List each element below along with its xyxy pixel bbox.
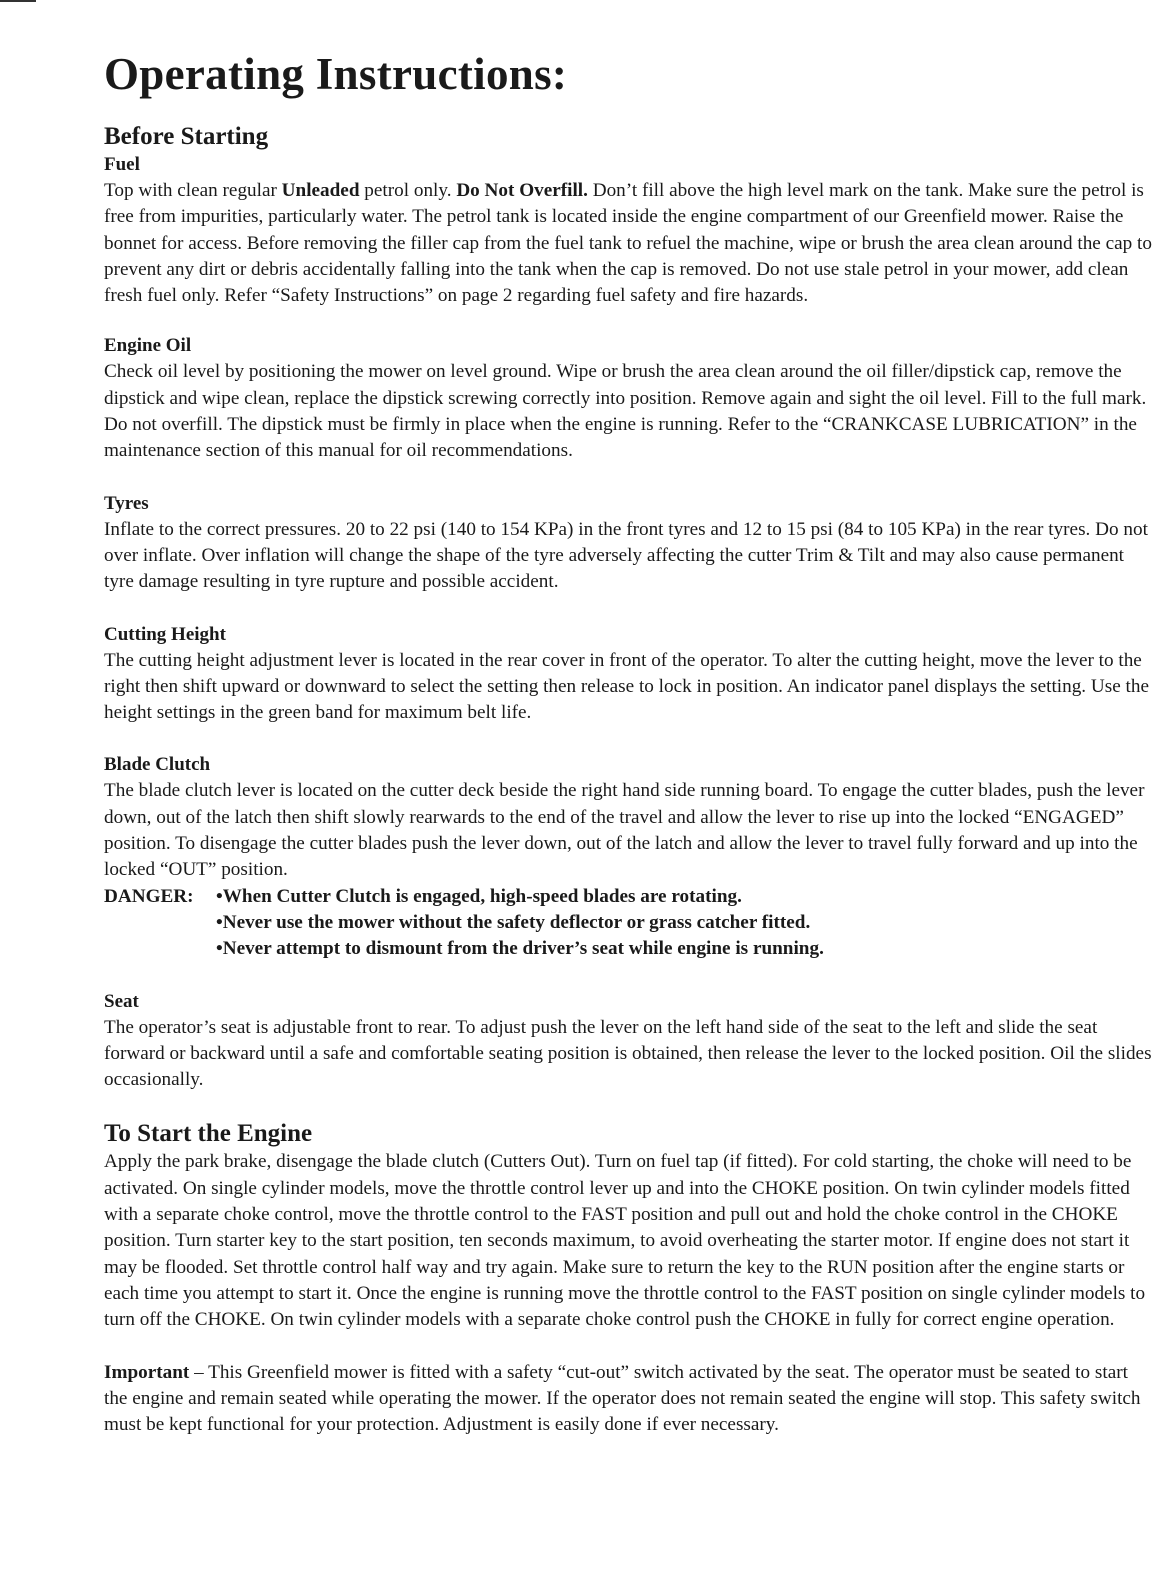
blade-clutch-section bbox=[104, 752, 1152, 962]
seat-text: The operator’s seat is adjustable front to rear. To adjust push the lever on the left hand side of the seat to the left and slide the seat forward or backward until a safe and comfortable seating position is obtained, then release the lever to the locked position. Oil the slides occasionally. bbox=[104, 1016, 1152, 1091]
fuel-text-part: Top with clean regular bbox=[104, 180, 282, 201]
do-not-overfill-emphasis: Do Not Overfill. bbox=[456, 180, 588, 201]
before-starting-heading: Before Starting bbox=[104, 123, 269, 150]
unleaded-emphasis: Unleaded bbox=[281, 180, 360, 201]
danger-item: • When Cutter Clutch is engaged, high-speed blades are rotating. bbox=[216, 884, 824, 910]
important-label: Important bbox=[104, 1361, 190, 1383]
fuel-text bbox=[104, 178, 1152, 309]
start-engine-text: Apply the park brake, disengage the blade clutch (Cutters Out). Turn on fuel tap (if fitted). For cold starting, the choke will need to be activated. On single cylinder models, move the throttle control lever up and into the CHOKE position. On twin cylinder models fitted with a separate choke control, move the throttle control to the FAST position and pull out and hold the choke control in the CHOKE position. Turn starter key to the start position, ten seconds maximum, to avoid overheating the starter motor. If engine does not start it may be flooded. Set throttle control half way and try again. Make sure to return the key to the RUN position after the engine starts or each time you attempt to start it. Once the engine is running move the throttle control to the FAST position on single cylinder models to turn off the CHOKE. On twin cylinder models with a separate choke control push the CHOKE in fully for correct engine operation. bbox=[104, 1151, 1146, 1331]
scan-corner-mark bbox=[0, 0, 36, 10]
page-title: Operating Instructions: bbox=[104, 49, 568, 99]
cutting-height-text: The cutting height adjustment lever is located in the rear cover in front of the operator. To alter the cutting height, move the lever to the right then shift upward or downward to select the setting then release to lock in position. An indicator panel displays the setting. Use the height settings in the green band for maximum belt life. bbox=[104, 649, 1149, 724]
cutting-height-section bbox=[104, 622, 1152, 727]
seat-heading: Seat bbox=[104, 990, 139, 1012]
fuel-text-part: petrol only. bbox=[359, 180, 457, 201]
tyres-section bbox=[104, 491, 1152, 596]
cutting-height-heading: Cutting Height bbox=[104, 623, 226, 645]
tyres-text: Inflate to the correct pressures. 20 to 22 psi (140 to 154 KPa) in the front tyres and 12 to 15 psi (84 to 105 KPa) in the rear tyres. Do not over inflate. Over inflation will change the shape of the tyre adversely affecting the cutter Trim & Tilt and may also cause permanent tyre damage resulting in tyre rupture and possible accident. bbox=[104, 518, 1148, 593]
blade-clutch-heading: Blade Clutch bbox=[104, 754, 211, 776]
fuel-section bbox=[104, 152, 1152, 309]
important-text: – This Greenfield mower is fitted with a safety “cut-out” switch activated by the seat. The operator must be seated to start the engine and remain seated while operating the mower. If the operator does not remain seated the engine will stop. This safety switch must be kept functional for your protection. Adjustment is easily done if ever necessary. bbox=[104, 1361, 1141, 1436]
fuel-text-part: Don’t fill above the high level mark on the tank. Make sure the petrol is free from impurities, particularly water. The petrol tank is located inside the engine compartment of our Greenfield mower. Raise the bonnet for access. Before removing the filler cap from the fuel tank to refuel the machine, wipe or brush the area clean around the cap to prevent any dirt or debris accidentally falling into the tank when the cap is removed. Do not use stale petrol in your mower, add clean fresh fuel only. Refer “Safety Instructions” on page 2 regarding fuel safety and fire hazards. bbox=[104, 180, 1152, 307]
engine-oil-text: Check oil level by positioning the mower on level ground. Wipe or brush the area clean around the oil filler/dipstick cap, remove the dipstick and wipe clean, replace the dipstick screwing correctly into position. Remove again and sight the oil level. Fill to the full mark. Do not overfill. The dipstick must be firmly in place when the engine is running. Refer to the “CRANKCASE LUBRICATION” in the maintenance section of this manual for oil recommendations. bbox=[104, 361, 1147, 462]
danger-list bbox=[216, 884, 824, 963]
document-page bbox=[104, 48, 1152, 1438]
danger-label: DANGER: bbox=[104, 885, 194, 907]
danger-item: • Never use the mower without the safety deflector or grass catcher fitted. bbox=[216, 910, 824, 936]
tyres-heading: Tyres bbox=[104, 492, 149, 514]
start-engine-heading: To Start the Engine bbox=[104, 1120, 313, 1148]
seat-section bbox=[104, 989, 1152, 1094]
engine-oil-heading: Engine Oil bbox=[104, 335, 192, 357]
important-note bbox=[104, 1360, 1152, 1439]
fuel-heading: Fuel bbox=[104, 154, 140, 175]
danger-block bbox=[104, 884, 1152, 963]
danger-item: • Never attempt to dismount from the driver’s seat while engine is running. bbox=[216, 936, 824, 962]
blade-clutch-text: The blade clutch lever is located on the cutter deck beside the right hand side running board. To engage the cutter blades, push the lever down, out of the latch then shift slowly rearwards to the end of the travel and allow the lever to rise up into the locked “ENGAGED” position. To disengage the cutter blades push the lever down, out of the latch and allow the lever to travel fully forward and up into the locked “OUT” position. bbox=[104, 780, 1145, 881]
engine-oil-section bbox=[104, 333, 1152, 464]
